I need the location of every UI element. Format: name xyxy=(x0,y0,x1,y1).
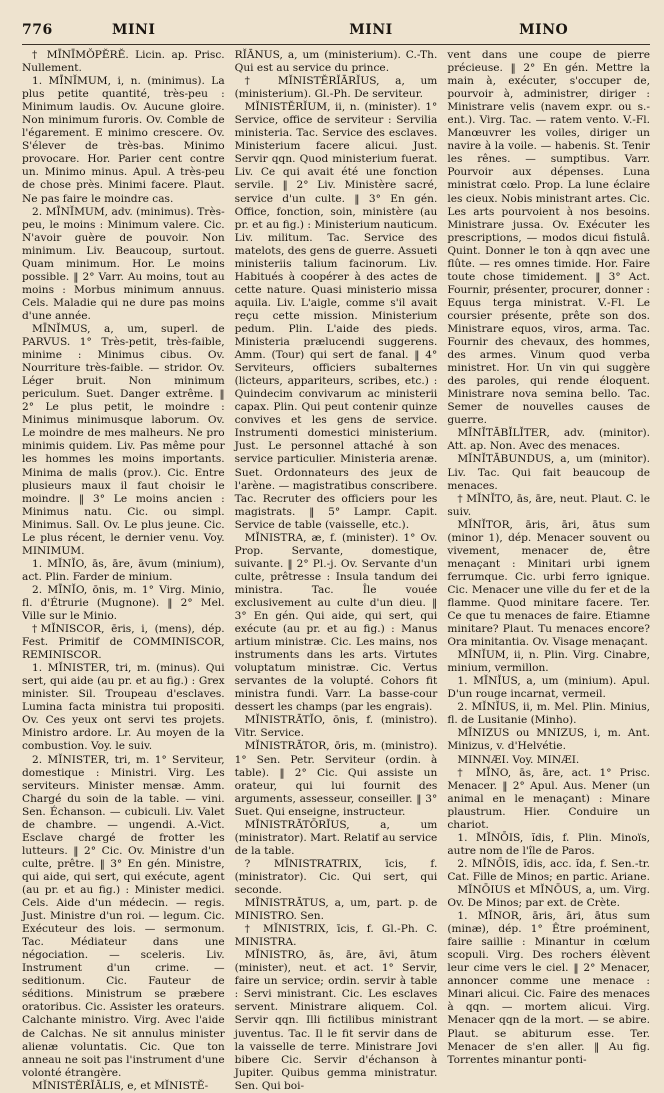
dictionary-entry: MĬNISTRĀTĬO, ōnis, f. (ministro). Vitr. Service. xyxy=(234,714,438,740)
dictionary-entry: † MĬNISTĔRĬĀRĬUS, a, um (ministerium). Gl.-Ph. De serviteur. xyxy=(234,75,438,101)
dictionary-entry: 1. MĬNOR, āris, āri, ātus sum (minæ), dép. 1° Être proéminent, faire saillie : Minantur in cœlum scopuli. Virg. Des rochers élèvent leur cime vers le ciel. ‖ 2° Menacer, annoncer comme une menace : Minari alicui. Cic. Faire des menaces à qqn. — mortem alicui. Virg. Menacer qqn de la mort. — se abire. Plaut. se abiturum esse. Ter. Menacer de s'en aller. ‖ Au fig. Torrentes minantur ponti- xyxy=(447,910,650,1066)
dictionary-entry: 1. MĬNĬO, ās, āre, āvum (minium), act. Plin. Farder de minium. xyxy=(22,557,225,583)
dictionary-entry: MĬNISTRO, ās, āre, āvi, ātum (minister), neut. et act. 1° Servir, faire un service; ordin. servir à table : Servi ministrant. Cic. Les esclaves servent. Ministrare aliquem. Col. Servir qqn. Illi fictilibus ministrant juventus. Tac. Il le fit servir dans de la vaisselle de terre. Ministrare Jovi bibere Cic. Servir d'échanson à Jupiter. Quibus gemma ministratur. Sen. Qui boi- xyxy=(234,949,438,1092)
dictionary-entry: 1. MĬNISTER, tri, m. (minus). Qui sert, qui aide (au pr. et au fig.) : Grex minister. Sil. Troupeau d'esclaves. Lumina facta ministra tui propositi. Ov. Ces yeux ont servi tes projets. Ministro ardore. Lr. Au moyen de la combustion. Voy. le suiv. xyxy=(22,662,225,753)
column-1 xyxy=(22,49,225,1092)
dictionary-entry: 1. MĪNĬMUM, i, n. (minimus). La plus petite quantité, très-peu : Minimum laudis. Ov. Aucune gloire. Non minimum furoris. Ov. Comble de l'égarement. E minimo crescere. Ov. S'élever de très-bas. Minimo provocare. Hor. Parier cent contre un. Minimo minus. Apul. A très-peu de chose près. Minimi facere. Plaut. Ne pas faire le moindre cas. xyxy=(22,75,225,205)
column-3 xyxy=(447,49,650,1066)
dictionary-entry: † MĬNĬTO, ās, āre, neut. Plaut. C. le suiv. xyxy=(447,492,650,518)
dictionary-entry: MINNÆI. Voy. MINÆI. xyxy=(457,753,580,766)
dictionary-entry: MĪNĬMUS, a, um, superl. de PARVUS. 1° Très-petit, très-faible, minime : Minimus cibus. Ov. Nourriture très-faible. — stridor. Ov. Léger bruit. Non minimum periculum. Suet. Danger extrême. ‖ 2° Le plus petit, le moindre : Minimus minimusque laborum. Ov. Le moindre de mes malheurs. Ne pro minimis quidem. Liv. Pas même pour les hommes les moins importants. Minima de malis (prov.). Cic. Entre plusieurs maux il faut choisir le moindre. ‖ 3° Le moins ancien : Minimus natu. Cic. ou simpl. Minimus. Sall. Ov. Le plus jeune. Cic. Le plus récent, le dernier venu. Voy. MINIMUM. xyxy=(22,322,225,557)
dictionary-entry: †MĬNISCOR, ēris, i, (mens), dép. Fest. Primitif de COMMINISCOR, REMINISCOR. xyxy=(22,623,225,662)
dictionary-entry: MĬNĬTOR, āris, āri, ātus sum (minor 1), dép. Menacer souvent ou vivement, menacer de, être menaçant : Minitari urbi ignem ferrumque. Cic. urbi ferro ignique. Cic. Menacer une ville du fer et de la flamme. Quod minitare facere. Ter. Ce que tu menaces de faire. Etiamne minitare? Plaut. Tu menaces encore? Ora minitantia. Ov. Visage menaçant. xyxy=(447,518,650,649)
dictionary-entry: MĬNŌIUS et MĬNŌUS, a, um. Virg. Ov. De Minos; par ext. de Crète. xyxy=(447,884,650,910)
dictionary-entry: vent dans une coupe de pierre précieuse. ‖ 2° En gén. Mettre la main à, exécuter, s'occuper de, pourvoir à, administrer, diriger : Ministrare velis (navem expr. ou s.-ent.). Virg. Tac. — ratem vento. V.-Fl. Manœuvrer les voiles, diriger un navire à la voile. — habenis. St. Tenir les rênes. — sumptibus. Varr. Pourvoir aux dépenses. Luna ministrat cœlo. Prop. La lune éclaire les cieux. Nobis ministrant artes. Cic. Les arts pourvoient à nos besoins. Ministrare jussa. Ov. Exécuter les prescriptions, — modos dicui fistulâ. Quint. Donner le ton à qqn avec une flûte. — res omnes timide. Hor. Faire toute chose timidement. ‖ 3° Act. Fournir, présenter, procurer, donner : Equus terga ministrat. V.-Fl. Le coursier présente, prête son dos. Ministrare equos, viros, arma. Tac. Fournir des chevaux, des hommes, des armes. Vinum quod verba ministret. Hor. Un vin qui suggère des paroles, qui rende éloquent. Ministrare nova semina bello. Tac. Semer de nouvelles causes de guerre. xyxy=(447,49,650,427)
running-header xyxy=(22,22,650,42)
dictionary-entry: ? MĬNISTRATRIX, īcis, f. (ministrator). Cic. Qui sert, qui seconde. xyxy=(234,857,438,896)
dictionary-entry: MĬNĬTĀBĬLĬTER, adv. (minitor). Att. ap. Non. Avec des menaces. xyxy=(447,427,650,453)
dictionary-entry: † MĪNĪMŎPĔRĔ. Licin. ap. Prisc. Nullement. xyxy=(22,49,225,75)
dictionary-entry: MĬNĬTĀBUNDUS, a, um (minitor). Liv. Tac. Qui fait beaucoup de menaces. xyxy=(447,453,650,492)
page-number: 776 xyxy=(22,22,53,38)
dictionary-entry: MĬNISTĔRĬUM, ii, n. (minister). 1° Service, office de serviteur : Servilia ministeria. Tac. Service des esclaves. Ministerium facere alicui. Just. Servir qqn. Quod ministerium fuerat. Liv. Ce qui avait été une fonction servile. ‖ 2° Liv. Ministère sacré, service d'un culte. ‖ 3° En gén. Office, fonction, soin, ministère (au pr. et au fig.) : Ministerium nauticum. Liv. militum. Tac. Service des matelots, des gens de guerre. Assueti ministeriis talium facinorum. Liv. Habitués à coopérer à des actes de cette nature. Quasi ministerio missa aquila. Liv. L'aigle, comme s'il avait reçu cette mission. Ministerium pedum. Plin. L'aide des pieds. Ministeria prælucendi suggerens. Amm. (Tour) qui sert de fanal. ‖ 4° Serviteurs, officiers subalternes (licteurs, appariteurs, scribes, etc.) : Quindecim convivarum ac ministerii capax. Plin. Qui peut contenir quinze convives et les gens de service. Instrumenti domestici ministerium. Just. Le personnel attaché à son service particulier. Ministeria arenæ. Suet. Ordonnateurs des jeux de l'arène. — magistratibus conscribere. Tac. Recruter des officiers pour les magistrats. ‖ 5° Lampr. Capit. Service de table (vaisselle, etc.). xyxy=(234,101,438,531)
header-rule xyxy=(22,44,650,45)
header-right-guideword: MINO xyxy=(519,22,569,38)
header-left-guideword: MINI xyxy=(112,22,156,38)
dictionary-entry: RĬĀNUS, a, um (ministerium). C.-Th. Qui est au service du prince. xyxy=(234,49,438,75)
dictionary-entry: † MĬNISTRIX, īcis, f. Gl.-Ph. C. MINISTRA. xyxy=(234,923,438,949)
dictionary-entry: 1. MĬNŌIS, ĭdis, f. Plin. Minoïs, autre nom de l'île de Paros. xyxy=(447,831,650,857)
dictionary-entry: MĬNIZUS ou MNIZUS, i, m. Ant. Minizus, v. d'Helvétie. xyxy=(447,727,650,753)
dictionary-entry: 2. MĪNĬMUM, adv. (minimus). Très-peu, le moins : Minimum valere. Cic. N'avoir guère de pouvoir. Non minimum. Liv. Beaucoup, surtout. Quam minimum. Hor. Le moins possible. ‖ 2° Varr. Au moins, tout au moins : Morbus minimum annuus. Cels. Maladie qui ne dure pas moins d'une année. xyxy=(22,205,225,322)
dictionary-entry: MĬNISTĔRĬĀLIS, e, et MĬNISTĔ- xyxy=(32,1079,209,1092)
dictionary-entry: MĬNISTRĀTUS, a, um, part. p. de MINISTRO. Sen. xyxy=(234,897,438,923)
dictionary-entry: MĬNISTRA, æ, f. (minister). 1° Ov. Prop. Servante, domestique, suivante. ‖ 2° Pl.-j. Ov. Servante d'un culte, prêtresse : Insula tandum dei ministra. Tac. Île vouée exclusivement au culte d'un dieu. ‖ 3° En gén. Qui aide, qui sert, qui exécute (au pr. et au fig.) : Manus artium ministræ. Cic. Les mains, nos instruments dans les arts. Virtutes voluptatum ministræ. Cic. Vertus servantes de la volupté. Cohors fit ministra fundi. Varr. La basse-cour dessert les champs (par les engrais). xyxy=(234,531,438,714)
dictionary-entry: MĬNĬUM, ii, n. Plin. Virg. Cinabre, minium, vermillon. xyxy=(447,649,650,675)
dictionary-entry: 2. MĬNĬUS, ii, m. Mel. Plin. Minius, fl. de Lusitanie (Minho). xyxy=(447,701,650,727)
dictionary-entry: MĬNISTRĀTŌRĬUS, a, um (ministrator). Mart. Relatif au service de la table. xyxy=(234,818,438,857)
column-2 xyxy=(234,49,438,1092)
dictionary-entry: 2. MĬNISTER, tri, m. 1° Serviteur, domestique : Ministri. Virg. Les serviteurs. Minister mensæ. Amm. Chargé du soin de la table. — vini. Sen. Échanson. — cubiculi. Liv. Valet de chambre. — ungendi. A.-Vict. Esclave chargé de frotter les lutteurs. ‖ 2° Cic. Ov. Ministre d'un culte, prêtre. ‖ 3° En gén. Ministre, qui aide, qui sert, qui exécute, agent (au pr. et au fig.) : Minister medici. Cels. Aide d'un médecin. — regis. Just. Ministre d'un roi. — legum. Cic. Exécuteur des lois. — sermonum. Tac. Médiateur dans une négociation. — sceleris. Liv. Instrument d'un crime. — seditionum. Cic. Fauteur de séditions. Ministrum se præbere oratoribus. Cic. Assister les orateurs. Calchante ministro. Virg. Avec l'aide de Calchas. Ne sit annulus minister alienæ voluntatis. Cic. Que ton anneau ne soit pas l'instrument d'une volonté étrangère. xyxy=(22,753,225,1079)
header-center-guideword: MINI xyxy=(349,22,393,38)
dictionary-columns xyxy=(22,49,650,1092)
dictionary-entry: 2. MĬNŌIS, ĭdis, acc. ĭda, f. Sen.-tr. Cat. Fille de Minos; en partic. Ariane. xyxy=(447,857,650,883)
dictionary-entry: † MĬNO, ās, āre, act. 1° Prisc. Menacer. ‖ 2° Apul. Aus. Mener (un animal en le menaçant) : Minare plaustrum. Hier. Conduire un chariot. xyxy=(447,766,650,831)
dictionary-entry: 2. MĪNĬO, ōnis, m. 1° Virg. Minio, fl. d'Étrurie (Mugnone). ‖ 2° Mel. Ville sur le Minio. xyxy=(22,583,225,623)
dictionary-entry: 1. MĬNĬUS, a, um (minium). Apul. D'un rouge incarnat, vermeil. xyxy=(447,675,650,701)
dictionary-entry: MĬNISTRĀTOR, ōris, m. (ministro). 1° Sen. Petr. Serviteur (ordin. à table). ‖ 2° Cic. Qui assiste un orateur, qui lui fournit des arguments, assesseur, conseiller. ‖ 3° Suet. Qui enseigne, instructeur. xyxy=(234,740,438,818)
